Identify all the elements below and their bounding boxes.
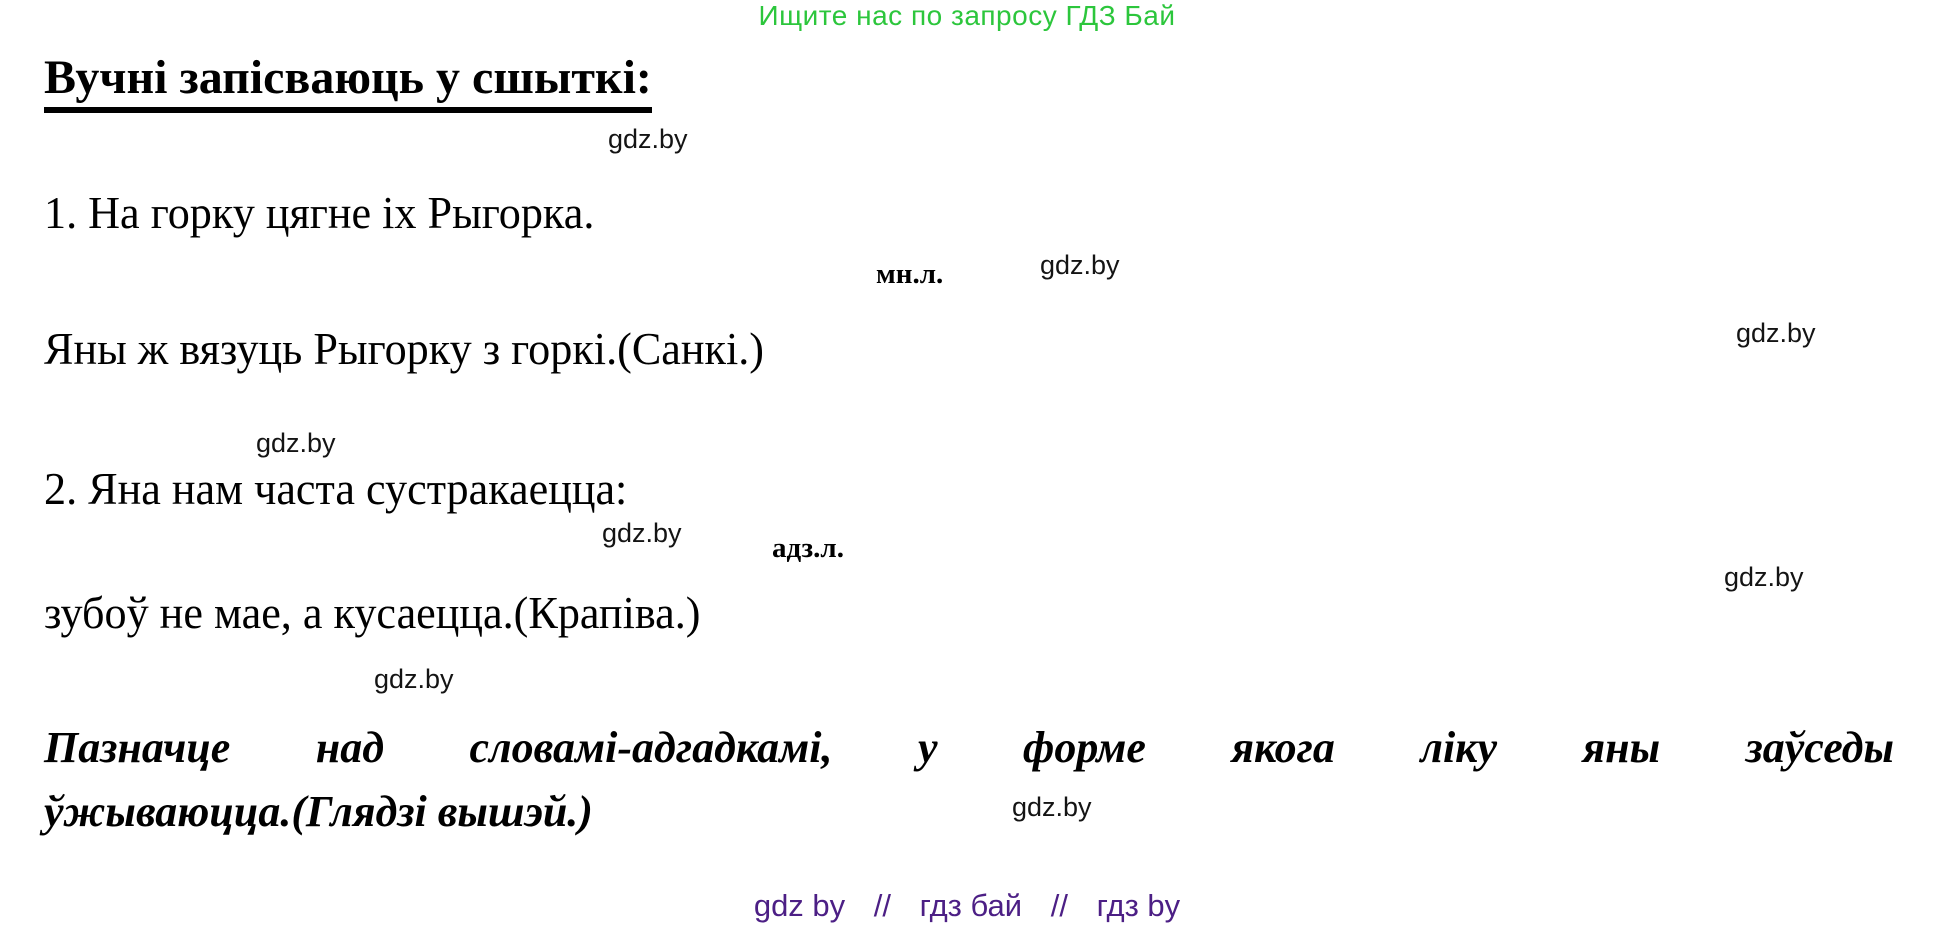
task-instruction-line1: Пазначце над словамі-адгадкамі, у форме якога ліку яны заўседы bbox=[44, 723, 1894, 772]
riddle2-number-annotation: адз.л. bbox=[772, 532, 844, 564]
promo-banner-text: Ищите нас по запросу ГДЗ Бай bbox=[758, 0, 1176, 31]
watermark-gdzby-2: gdz.by bbox=[1040, 250, 1120, 280]
footer-separator-1: // bbox=[873, 888, 892, 923]
riddle1-number-annotation: мн.л. bbox=[876, 258, 944, 290]
task-instruction-line2: ўжываюцца.(Глядзі вышэй.) bbox=[44, 787, 593, 836]
watermark-gdzby-5: gdz.by bbox=[602, 518, 682, 548]
footer-link-gdz-by-mixed: гдз by bbox=[1096, 888, 1181, 923]
riddle1-line2: Яны ж вязуць Рыгорку з горкі.(Санкі.) bbox=[44, 323, 764, 374]
footer-link-gdz-bai-cyrillic: гдз бай bbox=[919, 888, 1023, 923]
page-title-text: Вучні запісваюць у сшыткі: bbox=[44, 51, 652, 113]
watermark-gdzby-8: gdz.by bbox=[1012, 792, 1092, 822]
riddle1-line1: 1. На горку цягне іх Рыгорка. bbox=[44, 187, 595, 238]
riddle2-line2: зубоў не мае, а кусаецца.(Крапіва.) bbox=[44, 587, 701, 638]
footer-separator-2: // bbox=[1050, 888, 1068, 923]
watermark-gdzby-1: gdz.by bbox=[608, 124, 688, 154]
watermark-gdzby-7: gdz.by bbox=[374, 664, 454, 694]
watermark-gdzby-3: gdz.by bbox=[1736, 318, 1816, 348]
page-title bbox=[44, 52, 652, 105]
footer-search-links bbox=[0, 888, 1934, 924]
footer-link-gdz-by-latin: gdz by bbox=[753, 888, 846, 923]
watermark-gdzby-6: gdz.by bbox=[1724, 562, 1804, 592]
watermark-gdzby-4: gdz.by bbox=[256, 428, 336, 458]
riddle2-line1: 2. Яна нам часта сустракаецца: bbox=[44, 463, 628, 514]
